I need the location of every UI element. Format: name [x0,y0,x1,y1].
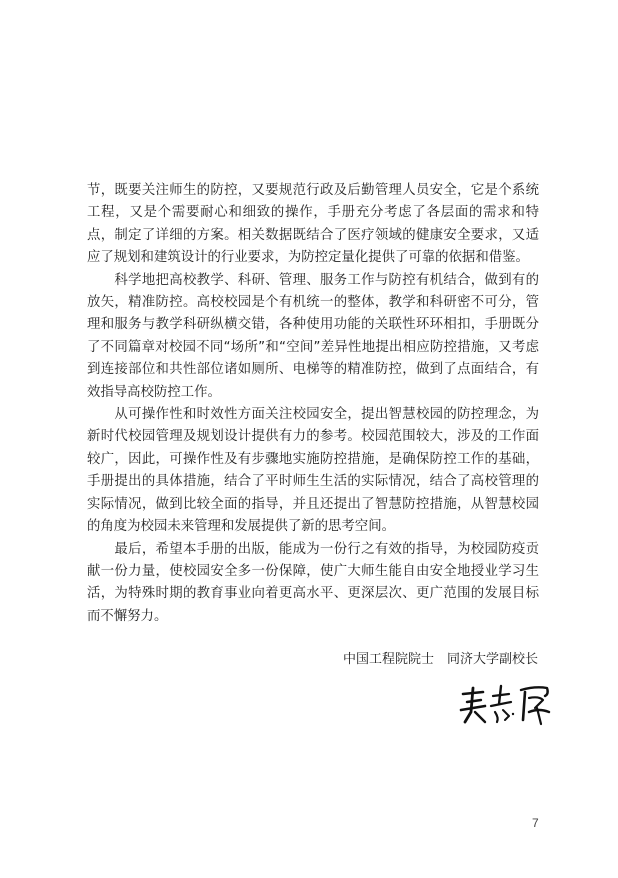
author-title: 中国工程院院士 同济大学副校长 [342,652,538,667]
paragraph-4: 最后，希望本手册的出版，能成为一份行之有效的指导，为校园防疫贡献一份力量，使校园安全多一份保障，使广大师生能自由安全地授业学习生活，为特殊时期的教育事业向着更高水平、更深层次、更广范围的发展目标而不懈努力。 [87,541,539,624]
paragraph-2: 科学地把高校教学、科研、管理、服务工作与防控有机结合，做到有的放矢，精准防控。高校校园是个有机统一的整体，教学和科研密不可分，管理和服务与教学科研纵横交错，各种使用功能的关联性环环相扣，手册既分了不同篇章对校园不同“场所”和“空间”差异性地提出相应防控措施，又考虑到连接部位和共性部位诸如厕所、电梯等的精准防控，做到了点面结合，有效指导高校防控工作。 [87,272,539,400]
paragraph-1: 节，既要关注师生的防控，又要规范行政及后勤管理人员安全，它是个系统工程，又是个需要耐心和细致的操作，手册充分考虑了各层面的需求和特点，制定了详细的方案。相关数据既结合了医疗领域的健康安全要求，又适应了规划和建筑设计的行业要求，为防控定量化提供了可靠的依据和借鉴。 [87,183,539,266]
page-number: 7 [532,816,539,830]
handwritten-signature [455,682,555,728]
body-text [87,180,539,628]
paragraph-3: 从可操作性和时效性方面关注校园安全，提出智慧校园的防控理念，为新时代校园管理及规划设计提供有力的参考。校园范围较大，涉及的工作面较广，因此，可操作性及有步骤地实施防控措施，是确保防控工作的基础，手册提出的具体措施，结合了平时师生生活的实际情况，结合了高校管理的实际情况，做到比较全面的指导，并且还提出了智慧防控措施，从智慧校园的角度为校园未来管理和发展提供了新的思考空间。 [87,407,539,535]
